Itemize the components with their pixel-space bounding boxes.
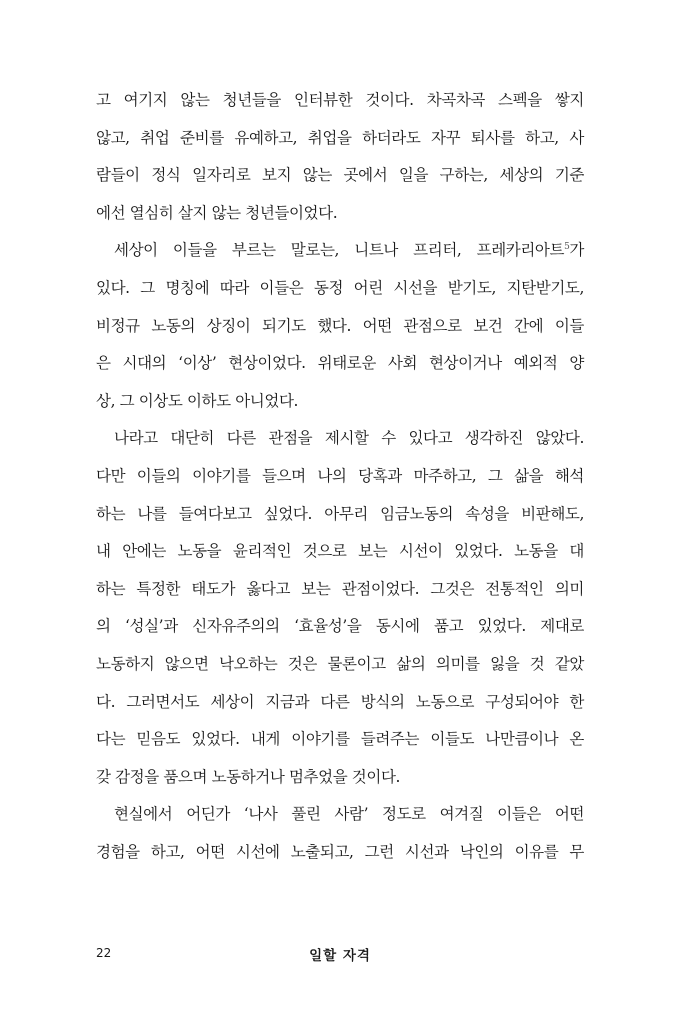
footnote-marker[interactable]: 5 [564, 242, 570, 253]
running-title: 일할 자격 [309, 948, 371, 964]
text-segment: 세상이 이들을 부르는 말로는, 니트나 프리터, 프레카리아트 [114, 241, 565, 260]
text-line: 고 여기지 않는 청년들을 인터뷰한 것이다. 차곡차곡 스펙을 쌓지 [96, 91, 584, 109]
text-line: 의 ‘성실’과 신자유주의의 ‘효율성’을 동시에 품고 있었다. 제대로 [96, 617, 584, 636]
page-footer [96, 940, 584, 970]
text-line: 나라고 대단히 다른 관점을 제시할 수 있다고 생각하진 않았다. [114, 429, 584, 448]
text-segment: 가 [569, 241, 584, 260]
text-line: 은 시대의 ‘이상’ 현상이었다. 위태로운 사회 현상이거나 예외적 양 [96, 354, 584, 373]
text-line: 하는 나를 들여다보고 싶었다. 아무리 임금노동의 속성을 비판해도, [96, 504, 584, 523]
text-line: 람들이 정식 일자리로 보지 않는 곳에서 일을 구하는, 세상의 기준 [96, 166, 584, 185]
text-line: 않고, 취업 준비를 유예하고, 취업을 하더라도 자꾸 퇴사를 하고, 사 [96, 128, 584, 147]
page-number: 22 [96, 946, 112, 960]
text-line: 다. 그러면서도 세상이 지금과 다른 방식의 노동으로 구성되어야 한 [96, 692, 584, 711]
text-line: 하는 특정한 태도가 옳다고 보는 관점이었다. 그것은 전통적인 의미 [96, 579, 584, 598]
text-line: 갖 감정을 품으며 노동하거나 멈추었을 것이다. [96, 767, 401, 786]
text-line: 노동하지 않으면 낙오하는 것은 물론이고 삶의 의미를 잃을 것 같았 [96, 654, 584, 673]
text-line: 상, 그 이상도 이하도 아니었다. [96, 391, 299, 410]
text-line: 다는 믿음도 있었다. 내게 이야기를 들려주는 이들도 나만큼이나 온 [96, 730, 584, 749]
text-line: 있다. 그 명칭에 따라 이들은 동정 어린 시선을 받기도, 지탄받기도, [96, 278, 584, 297]
text-line: 비정규 노동의 상징이 되기도 했다. 어떤 관점으로 보건 간에 이들 [96, 316, 584, 335]
text-line: 경험을 하고, 어떤 시선에 노출되고, 그런 시선과 낙인의 이유를 무 [96, 842, 584, 861]
text-line: 에선 열심히 살지 않는 청년들이었다. [96, 203, 338, 222]
body-text [96, 82, 584, 871]
text-line: 내 안에는 노동을 윤리적인 것으로 보는 시선이 있었다. 노동을 대 [96, 542, 584, 561]
text-line: 현실에서 어딘가 ‘나사 풀린 사람’ 정도로 여겨질 이들은 어떤 [114, 805, 584, 824]
text-line: 다만 이들의 이야기를 들으며 나의 당혹과 마주하고, 그 삶을 해석 [96, 466, 584, 485]
text-line-with-footnote [96, 232, 584, 270]
